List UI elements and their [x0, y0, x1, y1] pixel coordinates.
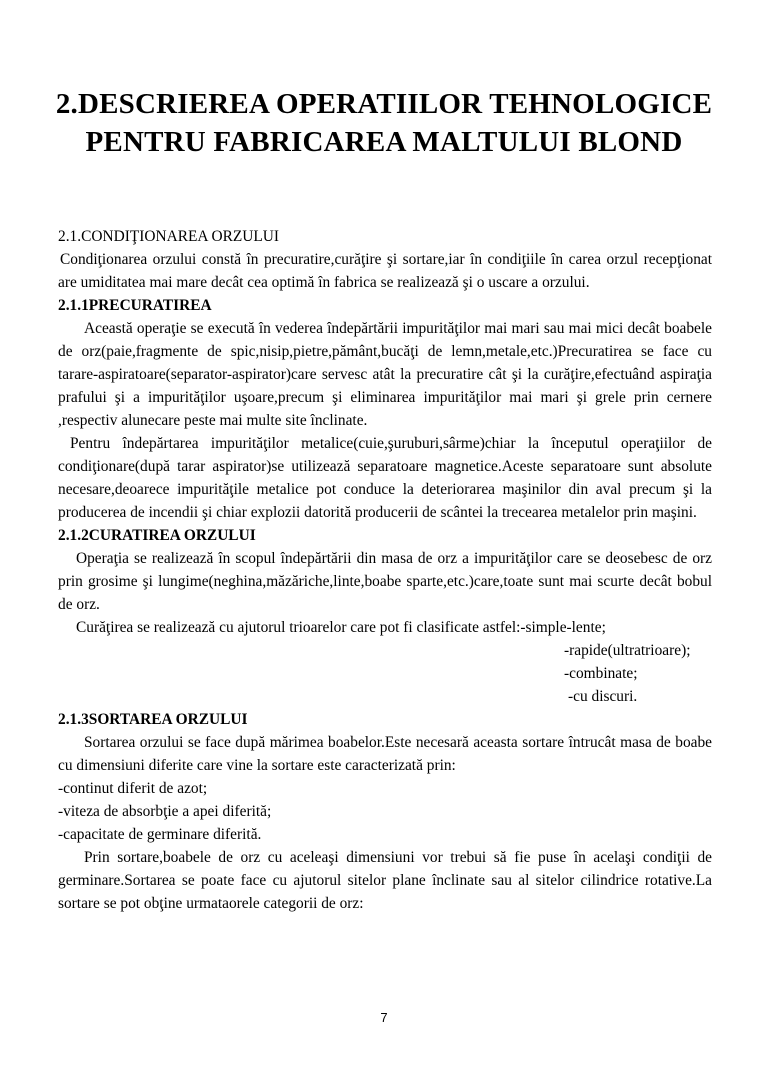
paragraph-2-1-3-a: Sortarea orzului se face după mărimea boabelor.Este necesară aceasta sortare întrucât masa de boabe cu dimensiuni diferite care vine la sortare este caracterizată prin: [58, 734, 712, 774]
document-body [58, 225, 712, 915]
section-heading-2-1-1: 2.1.1PRECURATIREA [58, 297, 212, 314]
paragraph-2-1-1-b: Pentru îndepărtarea impurităţilor metalice(cuie,şuruburi,sârme)chiar la începutul operaţiilor de condiţionare(după tarar aspirator)se utilizează separatoare magnetice.Aceste separatoare sunt absolute necesare,deoarece impurităţile metalice pot conduce la deteriorarea maşinilor din aval precum şi la producerea de incendii şi chiar explozii datorită producerii de scântei la trecearea metalelor prin maşini. [58, 435, 712, 521]
page-number: 7 [380, 1010, 388, 1025]
list-item-absorbtie: -viteza de absorbţie a apei diferită; [58, 803, 272, 820]
document-title-line-1: 2.DESCRIEREA OPERATIILOR TEHNOLOGICE [55, 88, 713, 120]
document-title-line-2: PENTRU FABRICAREA MALTULUI BLOND [85, 126, 683, 158]
trior-option-combinate: -combinate; [564, 665, 638, 682]
list-item-azot: -continut diferit de azot; [58, 780, 208, 797]
section-heading-2-1-2: 2.1.2CURATIREA ORZULUI [58, 527, 256, 544]
paragraph-2-1-1-a: Această operaţie se execută în vederea îndepărtării impurităţilor mai mari sau mai mici decât boabele de orz(paie,fragmente de spic,nisip,pietre,pământ,bucăţi de lemn,metale,etc.)Precuratirea se face cu tarare-aspiratoare(separator-aspirator)care servesc atât la precuratire cât şi la curăţire,efectuând aspiraţia prafului şi a impurităţilor uşoare,precum şi eliminarea impurităţilor mai mari şi grele prin cernere ,respectiv alunecare peste mai multe site înclinate. [58, 320, 712, 429]
paragraph-2-1-3-b: Prin sortare,boabele de orz cu aceleaşi dimensiuni vor trebui să fie puse în acelaşi condiţii de germinare.Sortarea se poate face cu ajutorul sitelor plane înclinate sau al sitelor cilindrice rotative.La sortare se pot obţine urmataorele categorii de orz: [58, 849, 712, 912]
section-heading-2-1-3: 2.1.3SORTAREA ORZULUI [58, 711, 248, 728]
paragraph-2-1-2-a: Operaţia se realizează în scopul îndepărtării din masa de orz a impurităţilor care se deosebesc de orz prin grosime şi lungime(neghina,măzăriche,linte,boabe sparte,etc.)care,toate sunt mai scurte decât bobul de orz. [58, 550, 712, 613]
trior-option-rapide: -rapide(ultratrioare); [564, 642, 691, 659]
paragraph-2-1-intro: Condiţionarea orzului constă în precuratire,curăţire şi sortare,iar în condiţiile în carea orzul recepţionat are umiditatea mai mare decât cea optimă în fabrica se realizează şi o uscare a orzului. [58, 251, 712, 291]
paragraph-2-1-2-b: Curăţirea se realizează cu ajutorul trioarelor care pot fi clasificate astfel:-simple-lente; [76, 619, 606, 636]
trior-option-discuri: -cu discuri. [568, 688, 638, 705]
section-heading-2-1: 2.1.CONDIŢIONAREA ORZULUI [58, 228, 280, 245]
list-item-germinare: -capacitate de germinare diferită. [58, 826, 262, 843]
